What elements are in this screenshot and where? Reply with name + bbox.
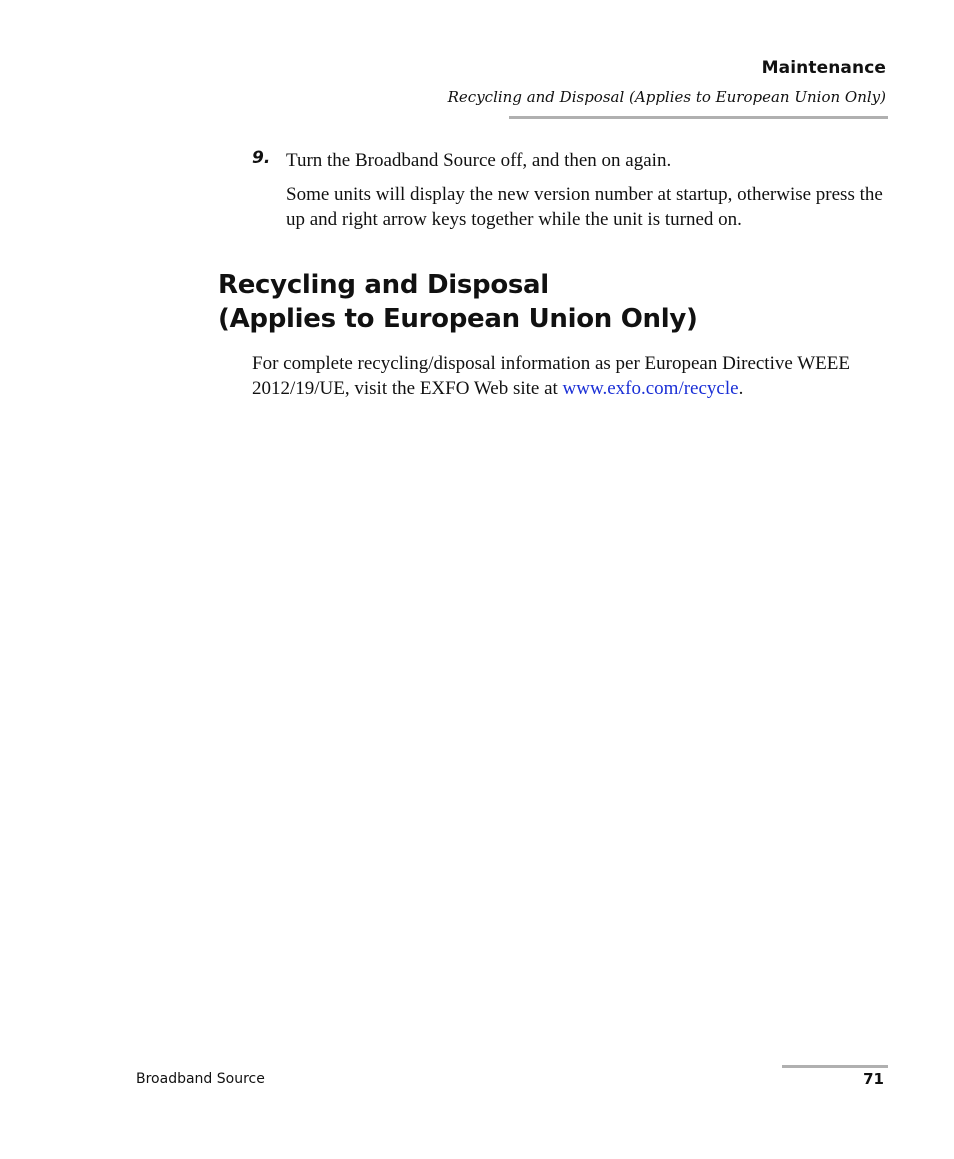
footer-divider <box>782 1065 888 1068</box>
recycling-paragraph <box>252 351 892 401</box>
footer-document-title: Broadband Source <box>136 1071 265 1087</box>
step-number: 9. <box>252 148 271 168</box>
step-text: Turn the Broadband Source off, and then on again. <box>286 150 672 171</box>
header-divider <box>509 116 888 119</box>
step-note: Some units will display the new version number at startup, otherwise press the up and right arrow keys together while the unit is turned on. <box>286 184 883 230</box>
page-number: 71 <box>863 1070 884 1088</box>
paragraph-text: For complete recycling/disposal information as per European Directive WEEE 2012/19/UE, visit the EXFO Web site at <box>252 353 850 399</box>
section-heading <box>218 268 698 336</box>
recycle-link[interactable]: www.exfo.com/recycle <box>562 378 739 399</box>
section-heading-line-1: Recycling and Disposal <box>218 270 549 300</box>
section-heading-line-2: (Applies to European Union Only) <box>218 304 698 334</box>
running-header-section: Recycling and Disposal (Applies to European Union Only) <box>447 88 886 106</box>
running-header-chapter: Maintenance <box>761 58 886 78</box>
paragraph-end: . <box>738 378 744 399</box>
